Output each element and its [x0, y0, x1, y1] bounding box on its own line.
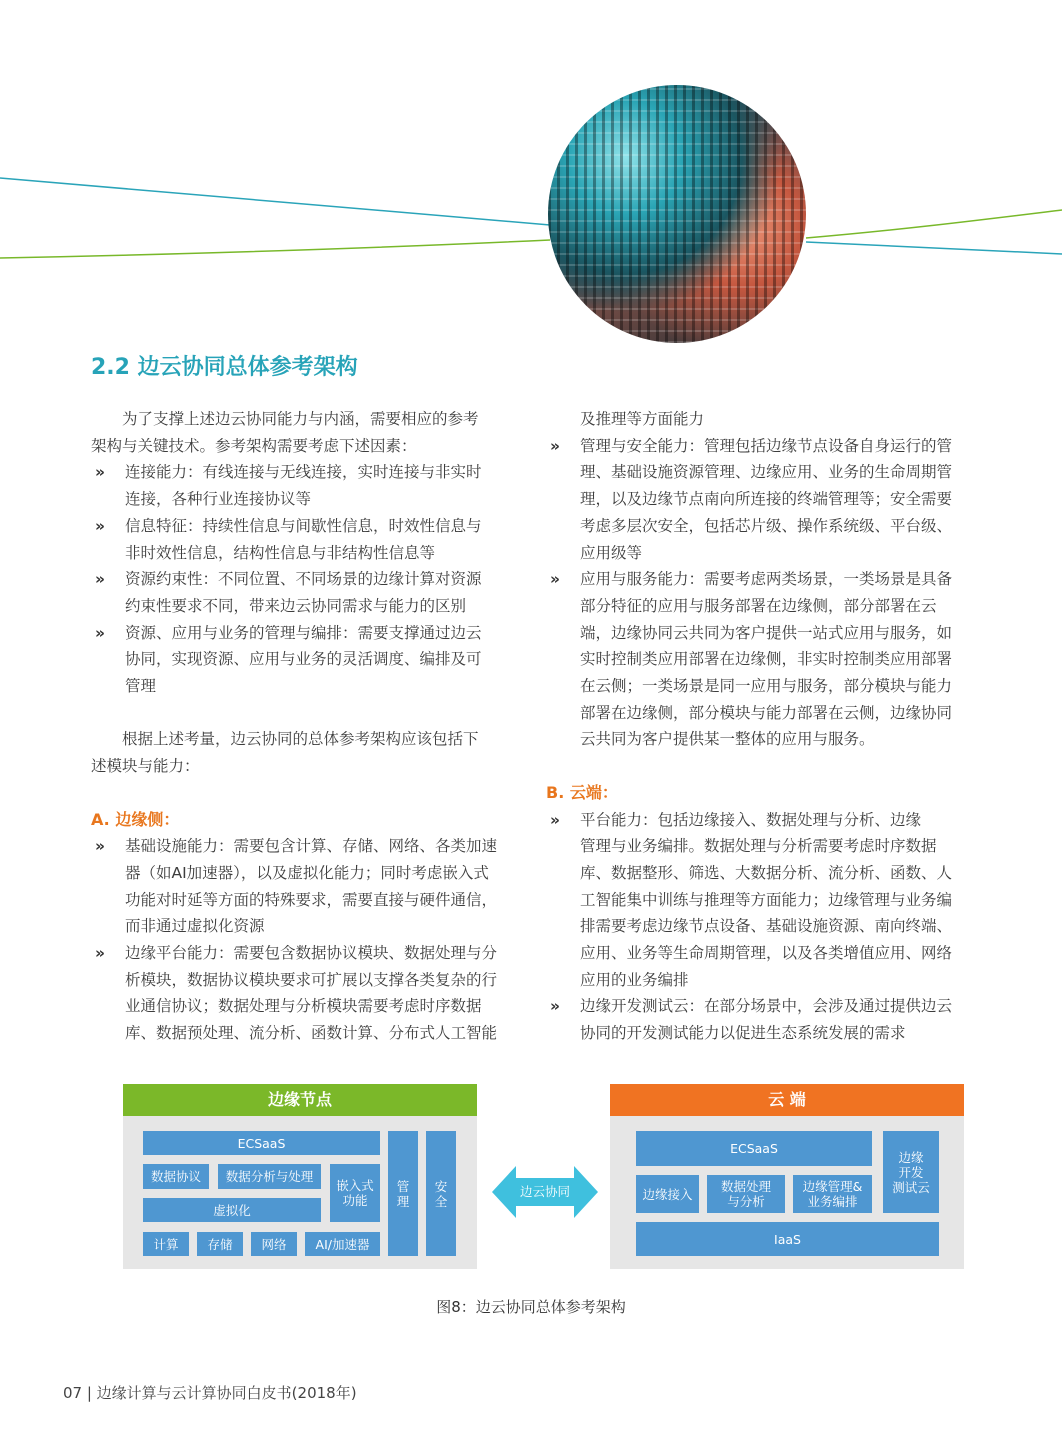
edge-item: » 应用与服务能力：需要考虑两类场景，一类场景是具备: [546, 566, 976, 593]
factor-item-cont: 协同，实现资源、应用与业务的灵活调度、编排及可: [125, 650, 482, 669]
edge-item-cont: 及推理等方面能力: [580, 410, 705, 428]
edge-item-cont: 端，边缘协同云共同为客户提供一站式应用与服务，如: [580, 623, 953, 642]
figure-caption: 图8：边云协同总体参考架构: [436, 1298, 626, 1316]
edge-item-cont: 理，以及边缘节点南向所连接的终端管理等；安全需要: [580, 490, 953, 509]
edge-item-cont: 应用级等: [580, 543, 643, 562]
edge-item-cont: 业通信协议；数据处理与分析模块需要考虑时序数据: [125, 997, 482, 1016]
factor-item: » 信息特征：持续性信息与间歇性信息，时效性信息与: [91, 513, 521, 540]
cloud-item: » 平台能力：包括边缘接入、数据处理与分析、边缘: [546, 807, 976, 834]
collab-label: 边云协同: [519, 1184, 570, 1199]
edge-item-cont: 部署在边缘侧，部分模块与能力部署在云侧，边缘协同: [580, 703, 953, 722]
ai-accelerator-box: AI/加速器: [305, 1232, 380, 1256]
data-analysis-box: 数据分析与处理: [218, 1164, 321, 1189]
edge-ecsaas-box: ECSaaS: [143, 1131, 380, 1155]
cloud-item-cont: 工智能集中训练与推理等方面能力；边缘管理与业务编: [580, 890, 953, 909]
factor-item-cont: 管理: [125, 677, 157, 696]
edge-item-cont: 云共同为客户提供某一整体的应用与服务。: [580, 730, 875, 749]
edge-item-cont: 考虑多层次安全，包括芯片级、操作系统级、平台级、: [580, 516, 953, 535]
edge-dev-test-cloud-box: 边缘 开发 测试云: [883, 1131, 939, 1213]
factor-item: » 连接能力：有线连接与无线连接，实时连接与非实时: [91, 459, 521, 486]
page-footer: 07 | 边缘计算与云计算协同白皮书(2018年): [63, 1384, 357, 1402]
section-title: 2.2 边云协同总体参考架构: [91, 355, 358, 380]
cloud-item: » 边缘开发测试云：在部分场景中，会涉及通过提供边云: [546, 993, 976, 1020]
iaas-box: IaaS: [636, 1222, 939, 1256]
virtualization-box: 虚拟化: [143, 1198, 321, 1222]
edge-item-cont: 功能对时延等方面的特殊要求，需要直接与硬件通信，: [125, 890, 498, 909]
edge-item-cont: 库、数据预处理、流分析、函数计算、分布式人工智能: [125, 1024, 498, 1043]
cloud-side-heading: B. 云端：: [546, 782, 618, 802]
intro-line-1: 为了支撑上述边云协同能力与内涵，需要相应的参考: [122, 410, 479, 428]
edge-mgmt-orchestration-box: 边缘管理& 业务编排: [793, 1175, 872, 1213]
factor-item-cont: 非时效性信息，结构性信息与非结构性信息等: [125, 543, 436, 562]
data-protocol-box: 数据协议: [143, 1164, 209, 1189]
edge-item-cont: 实时控制类应用部署在边缘侧，非实时控制类应用部署: [580, 650, 953, 669]
left-column: [91, 406, 521, 1047]
conclusion-line-2: 述模块与能力：: [91, 757, 200, 776]
factor-item-cont: 约束性要求不同，带来边云协同需求与能力的区别: [125, 596, 467, 615]
edge-item: » 管理与安全能力：管理包括边缘节点设备自身运行的管: [546, 433, 976, 460]
data-processing-box: 数据处理 与分析: [707, 1175, 785, 1213]
decorative-lines: [0, 150, 1062, 290]
edge-item-cont: 而非通过虚拟化资源: [125, 917, 265, 936]
edge-item-cont: 器（如AI加速器），以及虚拟化能力；同时考虑嵌入式: [125, 863, 489, 882]
storage-box: 存储: [197, 1232, 243, 1256]
right-column: [546, 406, 976, 1047]
embedded-function-box: 嵌入式 功能: [330, 1164, 380, 1222]
cloud-ecsaas-box: ECSaaS: [636, 1131, 872, 1166]
cloud-item-cont: 应用的业务编排: [580, 970, 689, 989]
intro-line-2: 架构与关键技术。参考架构需要考虑下述因素：: [91, 436, 417, 455]
compute-box: 计算: [143, 1232, 189, 1256]
cloud-item-cont: 管理与业务编排。数据处理与分析需要考虑时序数据: [580, 837, 937, 856]
edge-node-header: 边缘节点: [123, 1084, 477, 1116]
edge-item-cont: 部分特征的应用与服务部署在边缘侧，部分部署在云: [580, 596, 937, 615]
edge-item-cont: 析模块，数据协议模块要求可扩展以支撑各类复杂的行: [125, 970, 498, 989]
edge-item: » 边缘平台能力：需要包含数据协议模块、数据处理与分: [91, 940, 521, 967]
edge-item: » 基础设施能力：需要包含计算、存储、网络、各类加速: [91, 833, 521, 860]
conclusion-line-1: 根据上述考量，边云协同的总体参考架构应该包括下: [122, 730, 479, 749]
cloud-item-cont: 应用、业务等生命周期管理，以及各类增值应用、网络: [580, 944, 953, 963]
cloud-item-cont: 库、数据整形、筛选、大数据分析、流分析、函数、人: [580, 863, 953, 882]
factor-item-cont: 连接，各种行业连接协议等: [125, 490, 312, 509]
edge-side-heading: A. 边缘侧：: [91, 809, 180, 829]
security-box: 安 全: [426, 1131, 456, 1256]
hero-binary-image: [548, 85, 806, 343]
cloud-item-cont: 排需要考虑边缘节点设备、基础设施资源、南向终端、: [580, 917, 953, 936]
factor-item: » 资源、应用与业务的管理与编排：需要支撑通过边云: [91, 620, 521, 647]
edge-access-box: 边缘接入: [636, 1175, 699, 1213]
management-box: 管 理: [388, 1131, 418, 1256]
factor-item: » 资源约束性：不同位置、不同场景的边缘计算对资源: [91, 566, 521, 593]
edge-item-cont: 理、基础设施资源管理、边缘应用、业务的生命周期管: [580, 463, 953, 482]
edge-item-cont: 在云侧；一类场景是同一应用与服务，部分模块与能力: [580, 677, 953, 696]
cloud-item-cont: 协同的开发测试能力以促进生态系统发展的需求: [580, 1024, 906, 1043]
cloud-header: 云 端: [610, 1084, 964, 1116]
network-box: 网络: [251, 1232, 297, 1256]
